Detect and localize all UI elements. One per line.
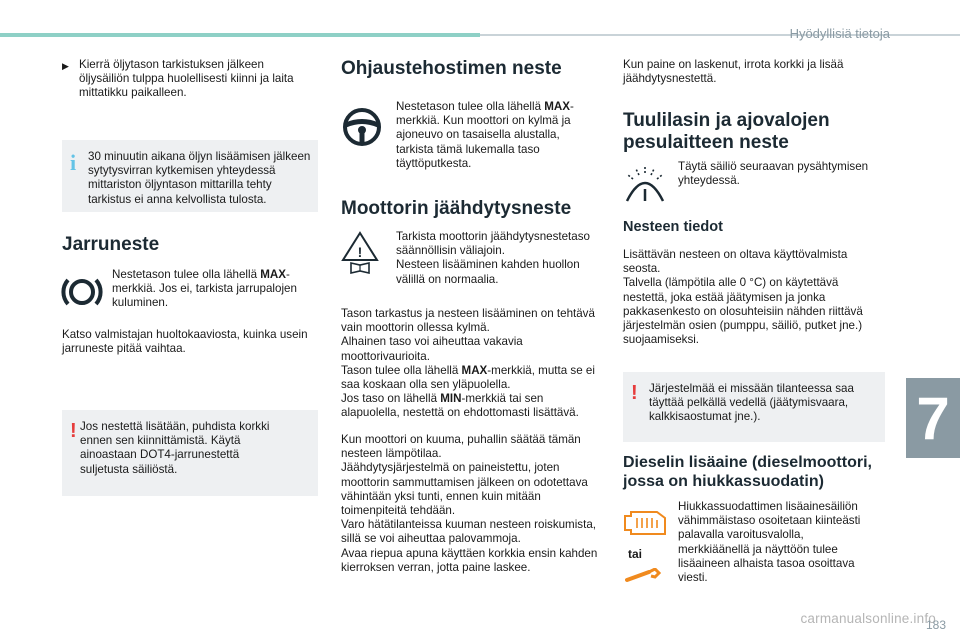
- coolant-warning-manual-icon: [341, 230, 379, 274]
- steering-wheel-icon: [341, 106, 383, 148]
- diesel-additive-text: Hiukkassuodattimen lisäainesäiliön vähimmäistaso osoitetaan kiinteästi palavalla varoitusvalolla, merkkiäänellä ja näyttöön tulee lisäaineen alhaista tasoa osoittava viesti.: [678, 500, 861, 585]
- steering-fluid-text: Nestetason tulee olla lähellä MAX-merkkiä. Kun moottori on kylmä ja ajoneuvo on tasaisella alustalla, tarkista tämä lukemalla taso täyttöputkesta.: [396, 100, 574, 170]
- info-note-text: 30 minuutin aikana öljyn lisäämisen jälkeen sytytysvirran kytkemisen yhteydessä mittariston öljyntason mittarilla tehty tarkistus ei anna kelvollista tulosta.: [88, 150, 311, 206]
- header-accent-bar: [0, 33, 480, 37]
- bullet-arrow-icon: ▶: [62, 62, 69, 72]
- washer-fluid-text: Täytä säiliö seuraavan pysähtymisen yhteydessä.: [678, 160, 869, 188]
- warning-icon: !: [631, 382, 638, 404]
- coolant-refill-text: Kun paine on laskenut, irrota korkki ja lisää jäähdytysnestettä.: [623, 58, 844, 86]
- washer-fluid-heading: Tuulilasin ja ajovalojen pesulaitteen neste: [623, 110, 830, 153]
- coolant-check-text: Tarkista moottorin jäähdytysnestetaso säännöllisin väliajoin. Nesteen lisääminen kahden huollon välillä on normaalia.: [396, 230, 590, 286]
- watermark: carmanualsonline.info: [800, 611, 936, 626]
- brake-warning-note: [62, 410, 318, 496]
- warning-icon: !: [70, 420, 77, 442]
- svg-text:!: !: [357, 244, 363, 260]
- page-number: 183: [925, 618, 946, 632]
- brake-level-text: Nestetason tulee olla lähellä MAX-merkkiä. Jos ei, tarkista jarrupalojen kuluminen.: [112, 268, 297, 310]
- brake-fluid-heading: Jarruneste: [62, 234, 160, 255]
- fluid-specs-text: Lisättävän nesteen on oltava käyttövalmista seosta. Talvella (lämpötila alle 0 °C) on käytettävä nestettä, joka estää jäätymisen ja jonka pakkasenkesto on olosuhteisiin nähden riittävä järjestelmän osien (pumppu, säiliö, putket jne.) suojaamiseksi.: [623, 248, 863, 347]
- coolant-hot-engine-text: Kun moottori on kuuma, puhallin säätää tämän nesteen lämpötilaa. Jäähdytysjärjestelmä on paineistettu, joten moottorin sammuttamisen jälkeen on odotettava vähintään yksi tunti, ennen kuin mitään toimenpiteitä tehdään. Varo hätätilanteissa kuuman nesteen roiskumista, sillä se voi aiheuttaa palovammoja. Avaa riepua apuna käyttäen korkkia ensin kahden kierroksen verran, jotta paine laskee.: [341, 433, 598, 574]
- brake-schedule-text: Katso valmistajan huoltokaaviosta, kuinka usein jarruneste pitää vaihtaa.: [62, 328, 308, 356]
- wrench-icon: [625, 568, 661, 586]
- info-icon: i: [70, 150, 77, 175]
- washer-warning-text: Järjestelmää ei missään tilanteessa saa täyttää pelkällä vedellä (jäätymisvaara, kalkkisaostumat jne.).: [649, 382, 854, 424]
- chapter-number-tab: 7: [906, 378, 960, 458]
- coolant-heading: Moottorin jäähdytysneste: [341, 198, 572, 219]
- diesel-additive-icon: [623, 508, 667, 538]
- or-label: tai: [628, 547, 643, 561]
- steering-fluid-heading: Ohjaustehostimen neste: [341, 58, 562, 79]
- brake-warning-text: Jos nestettä lisätään, puhdista korkki ennen sen kiinnittämistä. Käytä ainoastaan DOT4-jarrunestettä suljetusta säiliöstä.: [80, 420, 270, 476]
- coolant-level-text: Tason tarkastus ja nesteen lisääminen on tehtävä vain moottorin ollessa kylmä. Alhainen taso voi aiheuttaa vakavia moottorivaurioita. Tason tulee olla lähellä MAX-merkkiä, mutta se ei saa koskaan olla sen yläpuolella. Jos taso on lähellä MIN-merkkiä tai sen alapuolella, nestettä on ehdottomasti lisättävä.: [341, 307, 595, 420]
- info-note: [62, 140, 318, 212]
- fluid-specs-heading: Nesteen tiedot: [623, 219, 723, 235]
- bullet-item: ▶ Kierrä öljytason tarkistuksen jälkeen öljysäiliön tulppa huolellisesti kiinni ja laita mittatikku paikalleen.: [62, 58, 294, 100]
- section-title: Hyödyllisiä tietoja: [789, 26, 890, 41]
- washer-fluid-icon: [623, 163, 667, 205]
- washer-warning-note: [623, 372, 885, 442]
- diesel-additive-heading: Dieselin lisäaine (dieselmoottori, jossa on hiukkassuodatin): [623, 454, 872, 490]
- brake-warning-icon: [60, 272, 104, 312]
